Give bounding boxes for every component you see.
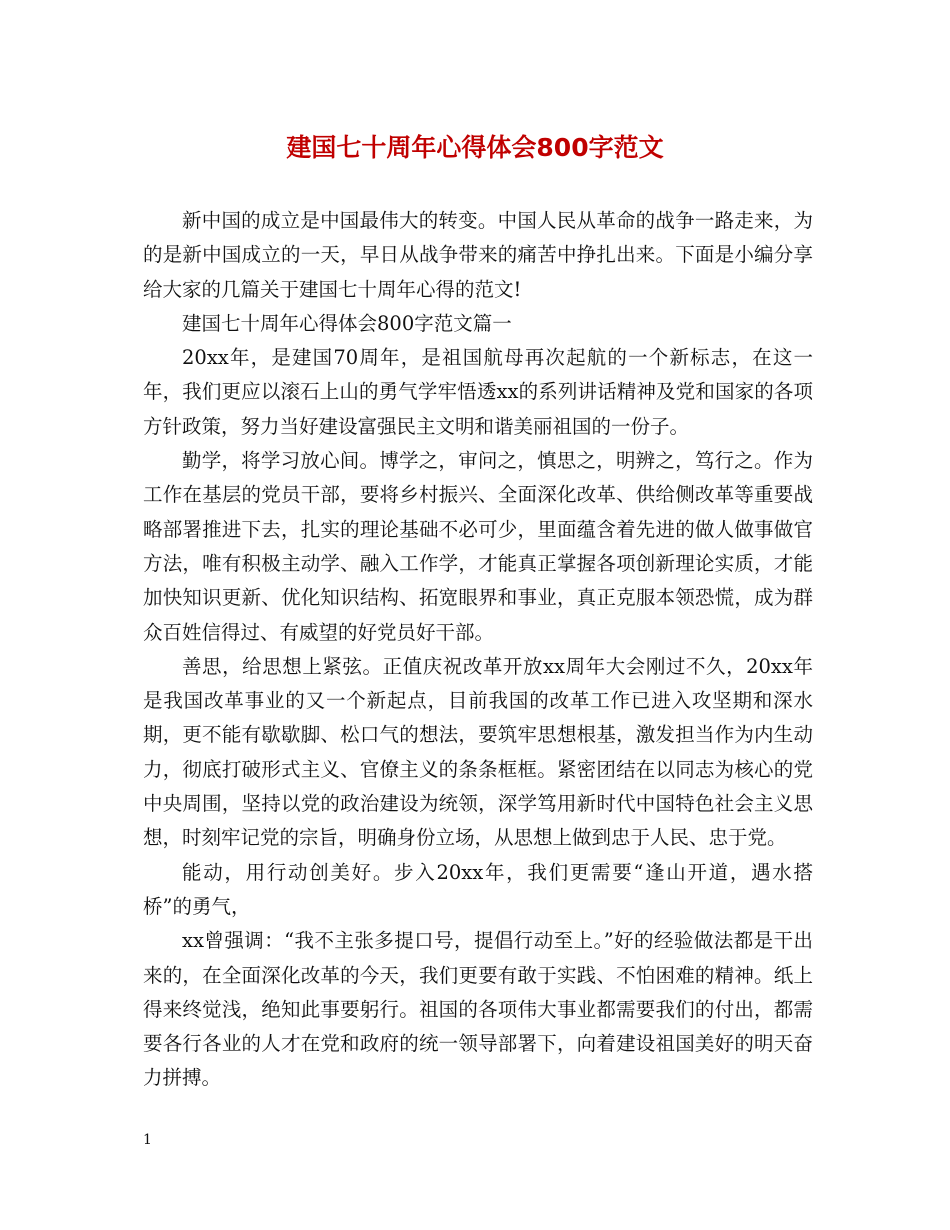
section-heading: 建国七十周年心得体会800字范文篇一: [182, 311, 512, 335]
intro-paragraph: 新中国的成立是中国最伟大的转变。中国人民从革命的战争一路走来，为的是新中国成立的一天，早日从战争带来的痛苦中挣扎出来。下面是小编分享给大家的几篇关于建国七十周年心得的范文!: [143, 209, 813, 301]
body-paragraph: 善思，给思想上紧弦。正值庆祝改革开放xx周年大会刚过不久，20xx年是我国改革事业的又一个新起点，目前我国的改革工作已进入攻坚期和深水期，更不能有歇歇脚、松口气的想法，要筑牢思想根基，激发担当作为内生动力，彻底打破形式主义、官僚主义的条条框框。紧密团结在以同志为核心的党中央周围，坚持以党的政治建设为统领，深学笃用新时代中国特色社会主义思想，时刻牢记党的宗旨，明确身份立场，从思想上做到忠于人民、忠于党。: [143, 654, 813, 850]
body-paragraph: 勤学，将学习放心间。博学之，审问之，慎思之，明辨之，笃行之。作为工作在基层的党员干部，要将乡村振兴、全面深化改革、供给侧改革等重要战略部署推进下去，扎实的理论基础不必可少，里面蕴含着先进的做人做事做官方法，唯有积极主动学、融入工作学，才能真正掌握各项创新理论实质，才能加快知识更新、优化知识结构、拓宽眼界和事业，真正克服本领恐慌，成为群众百姓信得过、有威望的好党员好干部。: [143, 449, 813, 644]
document-body: [143, 204, 813, 1096]
page-number: 1: [143, 1132, 152, 1148]
body-paragraph: 20xx年，是建国70周年，是祖国航母再次起航的一个新标志，在这一年，我们更应以滚石上山的勇气学牢悟透xx的系列讲话精神及党和国家的各项方针政策，努力当好建设富强民主文明和谐美丽祖国的一份子。: [143, 346, 813, 438]
body-paragraph: xx曾强调：“我不主张多提口号，提倡行动至上。”好的经验做法都是干出来的，在全面深化改革的今天，我们更要有敢于实践、不怕困难的精神。纸上得来终觉浅，绝知此事要躬行。祖国的各项伟大事业都需要我们的付出，都需要各行各业的人才在党和政府的统一领导部署下，向着建设祖国美好的明天奋力拼搏。: [143, 929, 813, 1090]
body-paragraph: 能动，用行动创美好。步入20xx年，我们更需要“逢山开道，遇水搭桥”的勇气，: [143, 860, 813, 918]
document-title: 建国七十周年心得体会800字范文: [286, 133, 664, 162]
